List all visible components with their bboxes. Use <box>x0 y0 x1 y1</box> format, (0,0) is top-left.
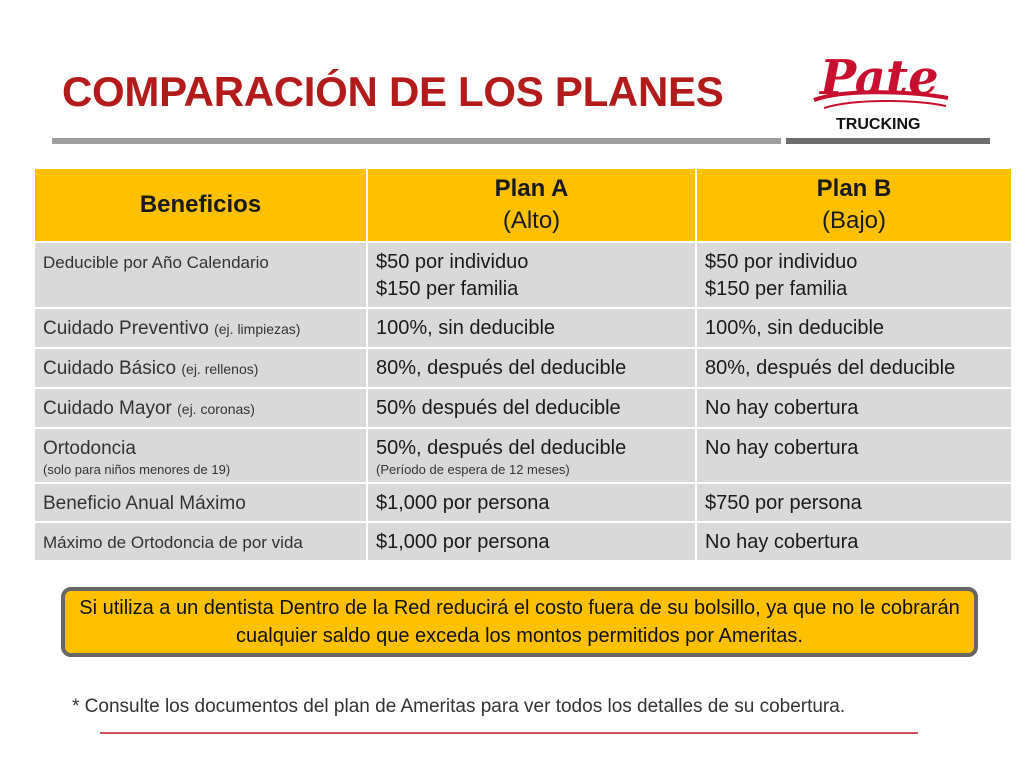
row-label-note: (solo para niños menores de 19) <box>43 462 231 477</box>
plan-b-cell: 80%, después del deducible <box>696 348 1012 388</box>
logo-name: Pate <box>820 50 939 106</box>
plan-a-cell <box>367 428 696 483</box>
plan-a-cell: 80%, después del deducible <box>367 348 696 388</box>
plan-a-tier: (Alto) <box>502 207 561 234</box>
plan-a-cell: $1,000 por persona <box>367 522 696 561</box>
row-label-text: Cuidado Mayor <box>43 398 172 419</box>
plan-b-line: $150 per familia <box>705 278 848 300</box>
title-divider <box>52 138 781 144</box>
row-label: Beneficio Anual Máximo <box>34 483 367 522</box>
plan-a-note: (Período de espera de 12 meses) <box>376 462 570 477</box>
plan-a-line: $150 per familia <box>376 278 519 300</box>
plan-a-name: Plan A <box>494 175 569 202</box>
row-label-text: Ortodoncia <box>43 438 136 459</box>
plan-a-cell: $1,000 por persona <box>367 483 696 522</box>
table-row <box>34 308 1012 348</box>
in-network-callout <box>61 587 978 657</box>
plan-b-cell: No hay cobertura <box>696 522 1012 561</box>
table-row <box>34 242 1012 308</box>
row-label <box>34 388 367 428</box>
plan-b-cell <box>696 242 1012 308</box>
header-plan-a <box>367 168 696 242</box>
plan-a-line: $50 por individuo <box>376 251 529 273</box>
table-row <box>34 388 1012 428</box>
header-plan-b <box>696 168 1012 242</box>
row-label-note: (ej. coronas) <box>177 401 255 417</box>
row-label: Deducible por Año Calendario <box>34 242 367 308</box>
plan-b-cell: 100%, sin deducible <box>696 308 1012 348</box>
row-label-note: (ej. rellenos) <box>181 361 259 377</box>
row-label-text: Cuidado Básico <box>43 358 177 379</box>
plans-comparison-table <box>33 167 1013 562</box>
pate-trucking-logo <box>806 48 952 134</box>
plan-b-tier: (Bajo) <box>821 207 887 234</box>
footnote-divider <box>100 732 918 734</box>
plan-b-cell: No hay cobertura <box>696 428 1012 483</box>
table-header-row <box>34 168 1012 242</box>
callout-text: Si utiliza a un dentista Dentro de la Red reducirá el costo fuera de su bolsillo, ya que no le cobrarán cualquier saldo que exceda los montos permitidos por Ameritas. <box>79 597 960 647</box>
logo-subtitle: TRUCKING <box>836 116 921 133</box>
plan-a-cell: 50% después del deducible <box>367 388 696 428</box>
footnote: * Consulte los documentos del plan de Ameritas para ver todos los detalles de su cobertura. <box>72 696 846 717</box>
row-label <box>34 348 367 388</box>
plan-b-cell: $750 por persona <box>696 483 1012 522</box>
row-label <box>34 428 367 483</box>
plan-b-line: $50 por individuo <box>705 251 858 273</box>
table-row <box>34 483 1012 522</box>
table-row <box>34 428 1012 483</box>
row-label <box>34 308 367 348</box>
row-label-note: (ej. limpiezas) <box>214 321 301 337</box>
header-benefits: Beneficios <box>34 168 367 242</box>
page-title: COMPARACIÓN DE LOS PLANES <box>62 68 724 115</box>
table-row <box>34 522 1012 561</box>
plan-a-text: 50%, después del deducible <box>376 437 627 459</box>
table-row <box>34 348 1012 388</box>
plan-a-cell: 100%, sin deducible <box>367 308 696 348</box>
logo-divider <box>786 138 990 144</box>
row-label: Máximo de Ortodoncia de por vida <box>34 522 367 561</box>
plan-b-name: Plan B <box>816 175 892 202</box>
plan-b-cell: No hay cobertura <box>696 388 1012 428</box>
plan-a-cell <box>367 242 696 308</box>
row-label-text: Cuidado Preventivo <box>43 318 209 339</box>
